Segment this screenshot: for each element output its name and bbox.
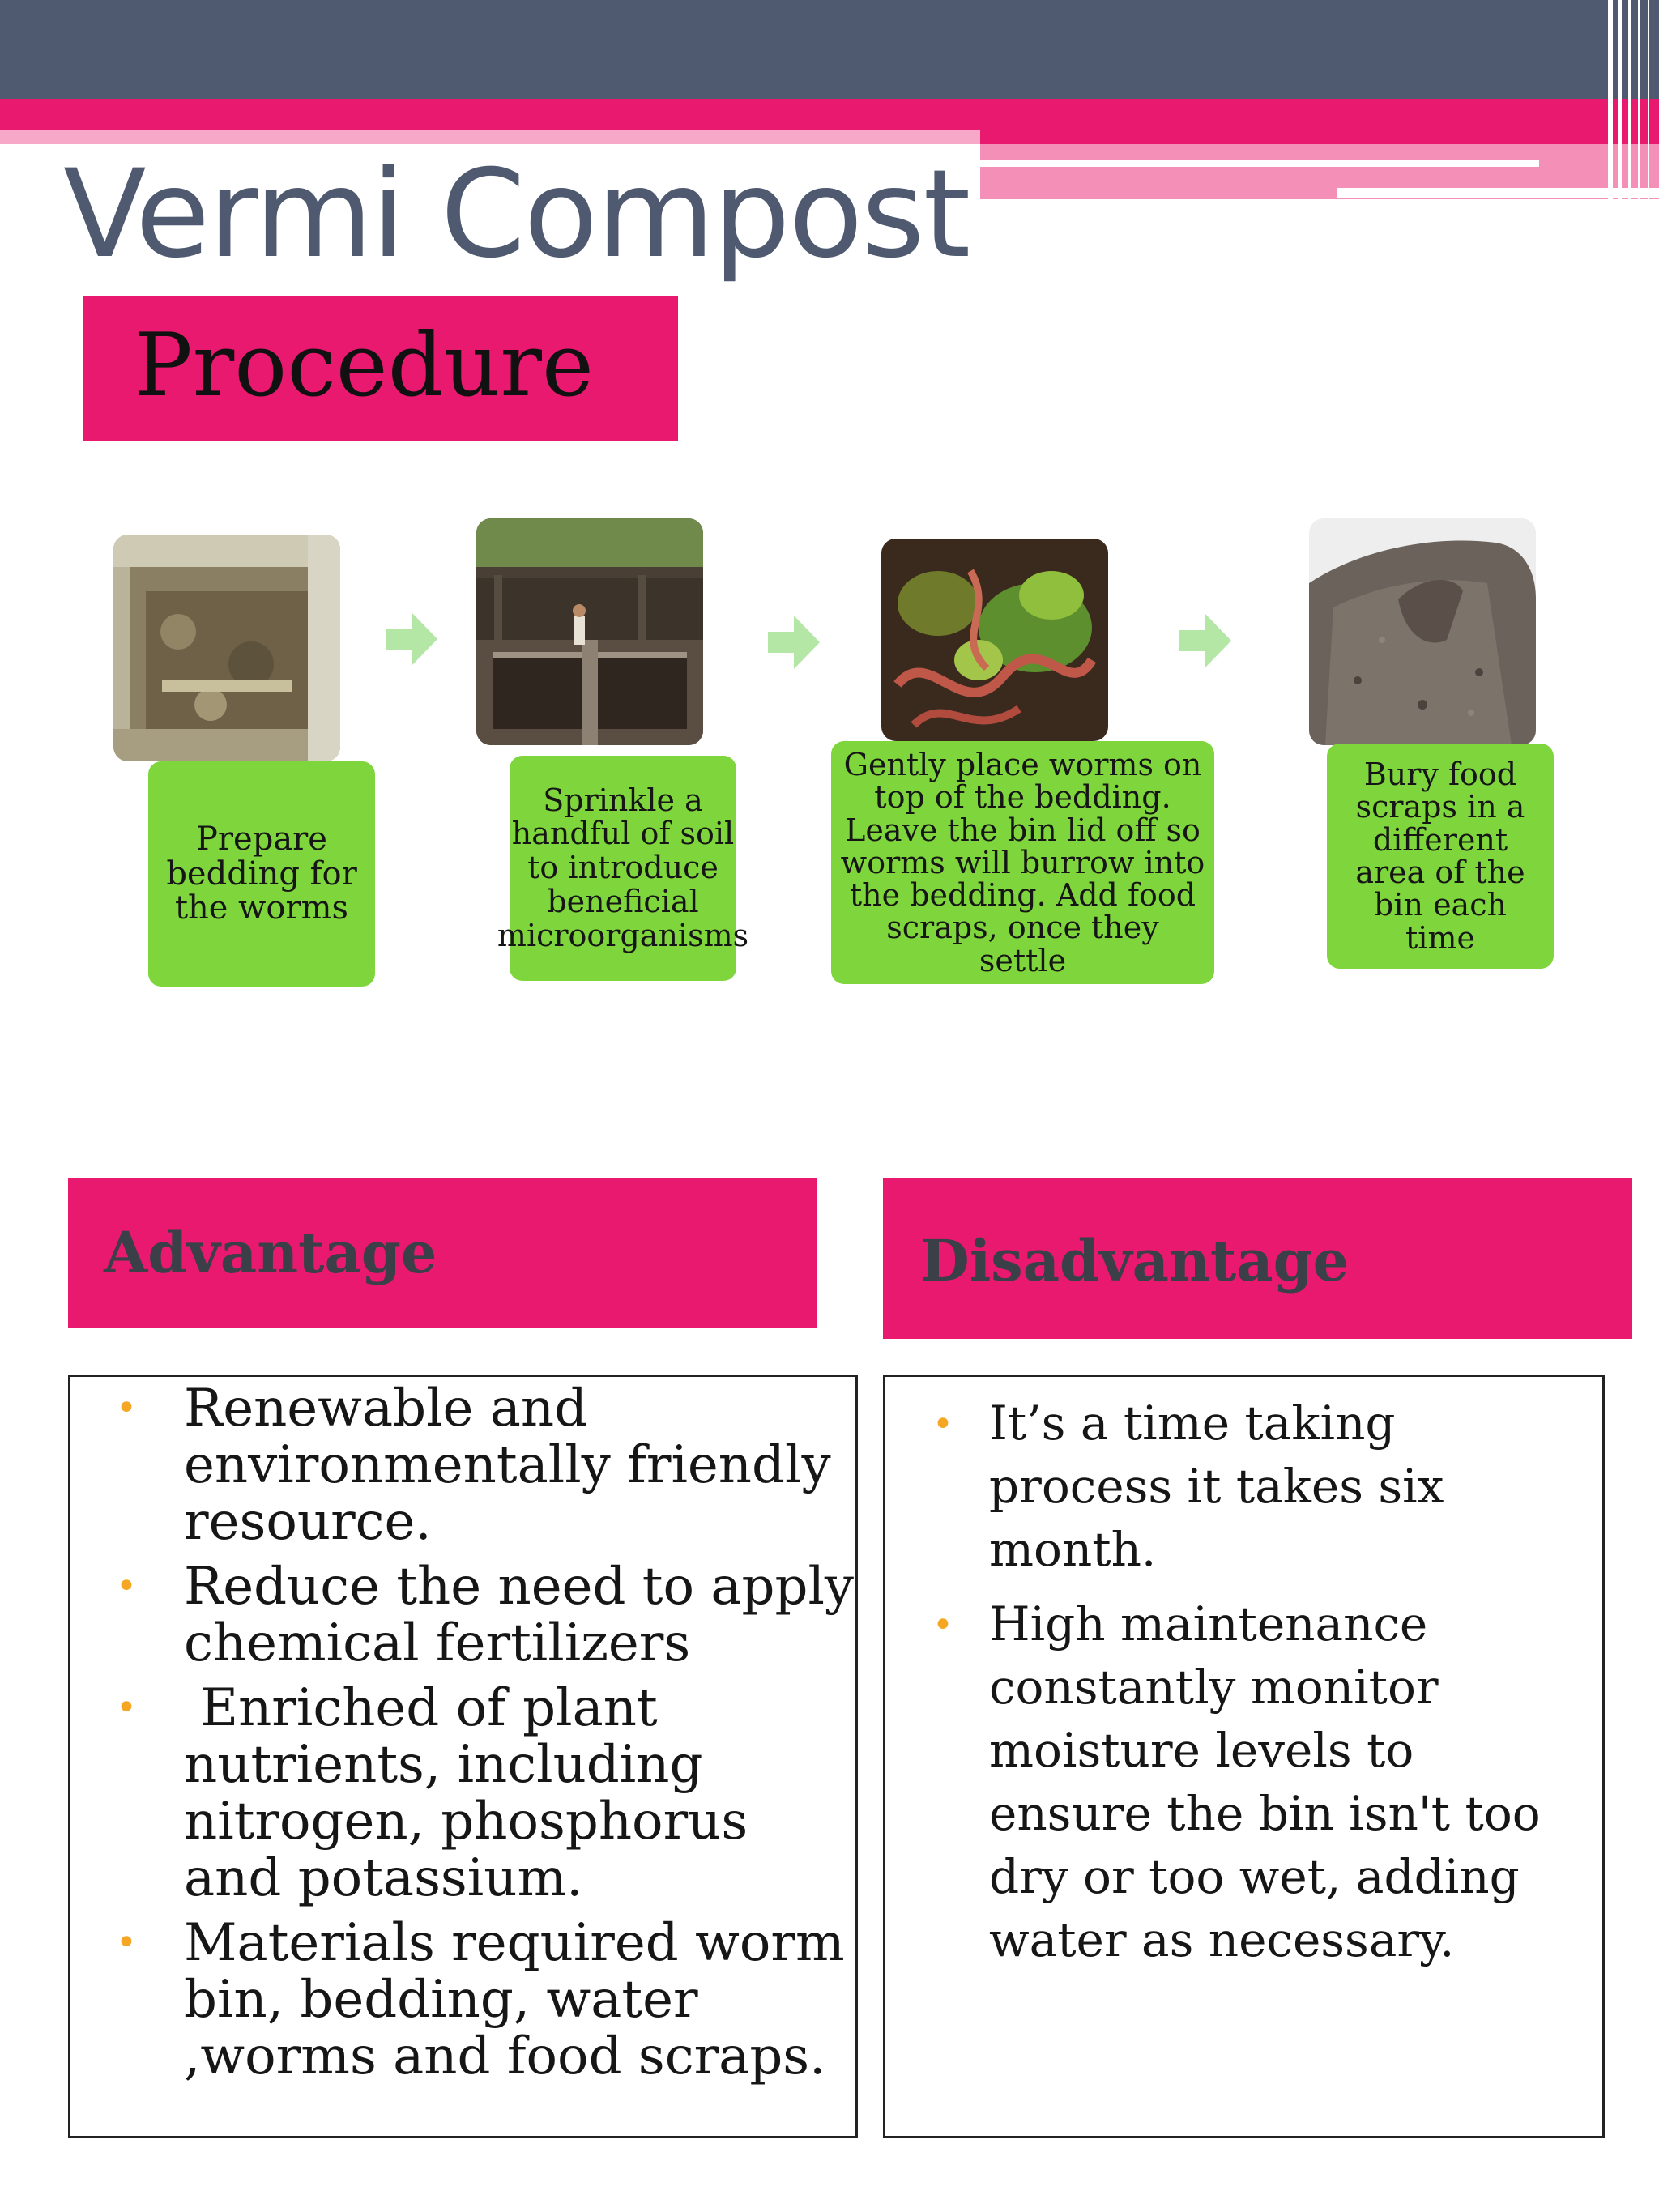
bullet-dot-icon: • — [932, 1404, 953, 1445]
disadvantage-item-text: It’s a time taking process it takes six month. — [989, 1396, 1444, 1577]
header-stripe — [1618, 0, 1622, 199]
advantage-item-text: Renewable and environmentally friendly resource. — [184, 1379, 831, 1552]
disadvantage-header — [883, 1178, 1632, 1339]
bullet-dot-icon: • — [116, 1687, 137, 1728]
procedure-label-box — [83, 296, 678, 441]
disadvantage-heading: Disadvantage — [920, 1227, 1350, 1294]
bedding-trough-photo — [113, 535, 340, 761]
header-stripe — [1608, 0, 1613, 199]
procedure-step-4: Bury food scraps in a different area of the bin each time — [1327, 744, 1554, 969]
bullet-dot-icon: • — [116, 1922, 137, 1963]
advantage-heading: Advantage — [104, 1219, 437, 1286]
right-arrow-icon — [768, 616, 820, 669]
procedure-label: Procedure — [134, 315, 594, 416]
procedure-step-2: Sprinkle a handful of soil to introduce beneficial microorganisms — [510, 756, 736, 981]
disadvantage-list — [885, 1392, 1602, 1971]
right-arrow-icon — [386, 612, 437, 666]
advantage-panel — [68, 1375, 858, 2138]
compost-beds-shed-photo — [476, 518, 703, 745]
advantage-header — [68, 1178, 817, 1328]
disadvantage-item-text: High maintenance constantly monitor moisture levels to ensure the bin isn't too dry or too wet, adding water as necessary. — [989, 1596, 1541, 1967]
bullet-dot-icon: • — [116, 1387, 137, 1429]
header-band-dark — [0, 0, 1659, 99]
header-band-strip — [0, 130, 980, 144]
procedure-step-3: Gently place worms on top of the bedding. Leave the bin lid off so worms will burrow into the bedding. Add food scraps, once they settle — [831, 741, 1214, 984]
advantage-list — [70, 1380, 855, 2085]
advantage-item-text: Materials required worm bin, bedding, water ,worms and food scraps. — [184, 1913, 845, 2086]
list-item — [70, 1380, 855, 1550]
header-stripe — [1648, 0, 1649, 199]
finished-compost-pile-photo — [1309, 518, 1536, 745]
list-item — [70, 1915, 855, 2085]
disadvantage-panel — [883, 1375, 1605, 2138]
list-item — [70, 1558, 855, 1672]
list-item — [885, 1592, 1586, 1971]
advantage-item-text: Reduce the need to apply chemical fertilizers — [184, 1557, 855, 1673]
procedure-step-1: Prepare bedding for the worms — [148, 761, 375, 987]
advantage-item-text: Enriched of plant nutrients, including nitrogen, phosphorus and potassium. — [184, 1678, 765, 1908]
header-stripe — [1628, 0, 1631, 199]
worms-on-bedding-photo — [881, 539, 1108, 741]
bullet-dot-icon: • — [116, 1566, 137, 1607]
list-item — [885, 1392, 1586, 1581]
header-band-line — [980, 160, 1539, 167]
list-item — [70, 1680, 855, 1907]
header-stripe — [1638, 0, 1640, 199]
slide-title: Vermi Compost — [63, 144, 970, 285]
right-arrow-icon — [1179, 614, 1231, 667]
bullet-dot-icon: • — [932, 1605, 953, 1646]
